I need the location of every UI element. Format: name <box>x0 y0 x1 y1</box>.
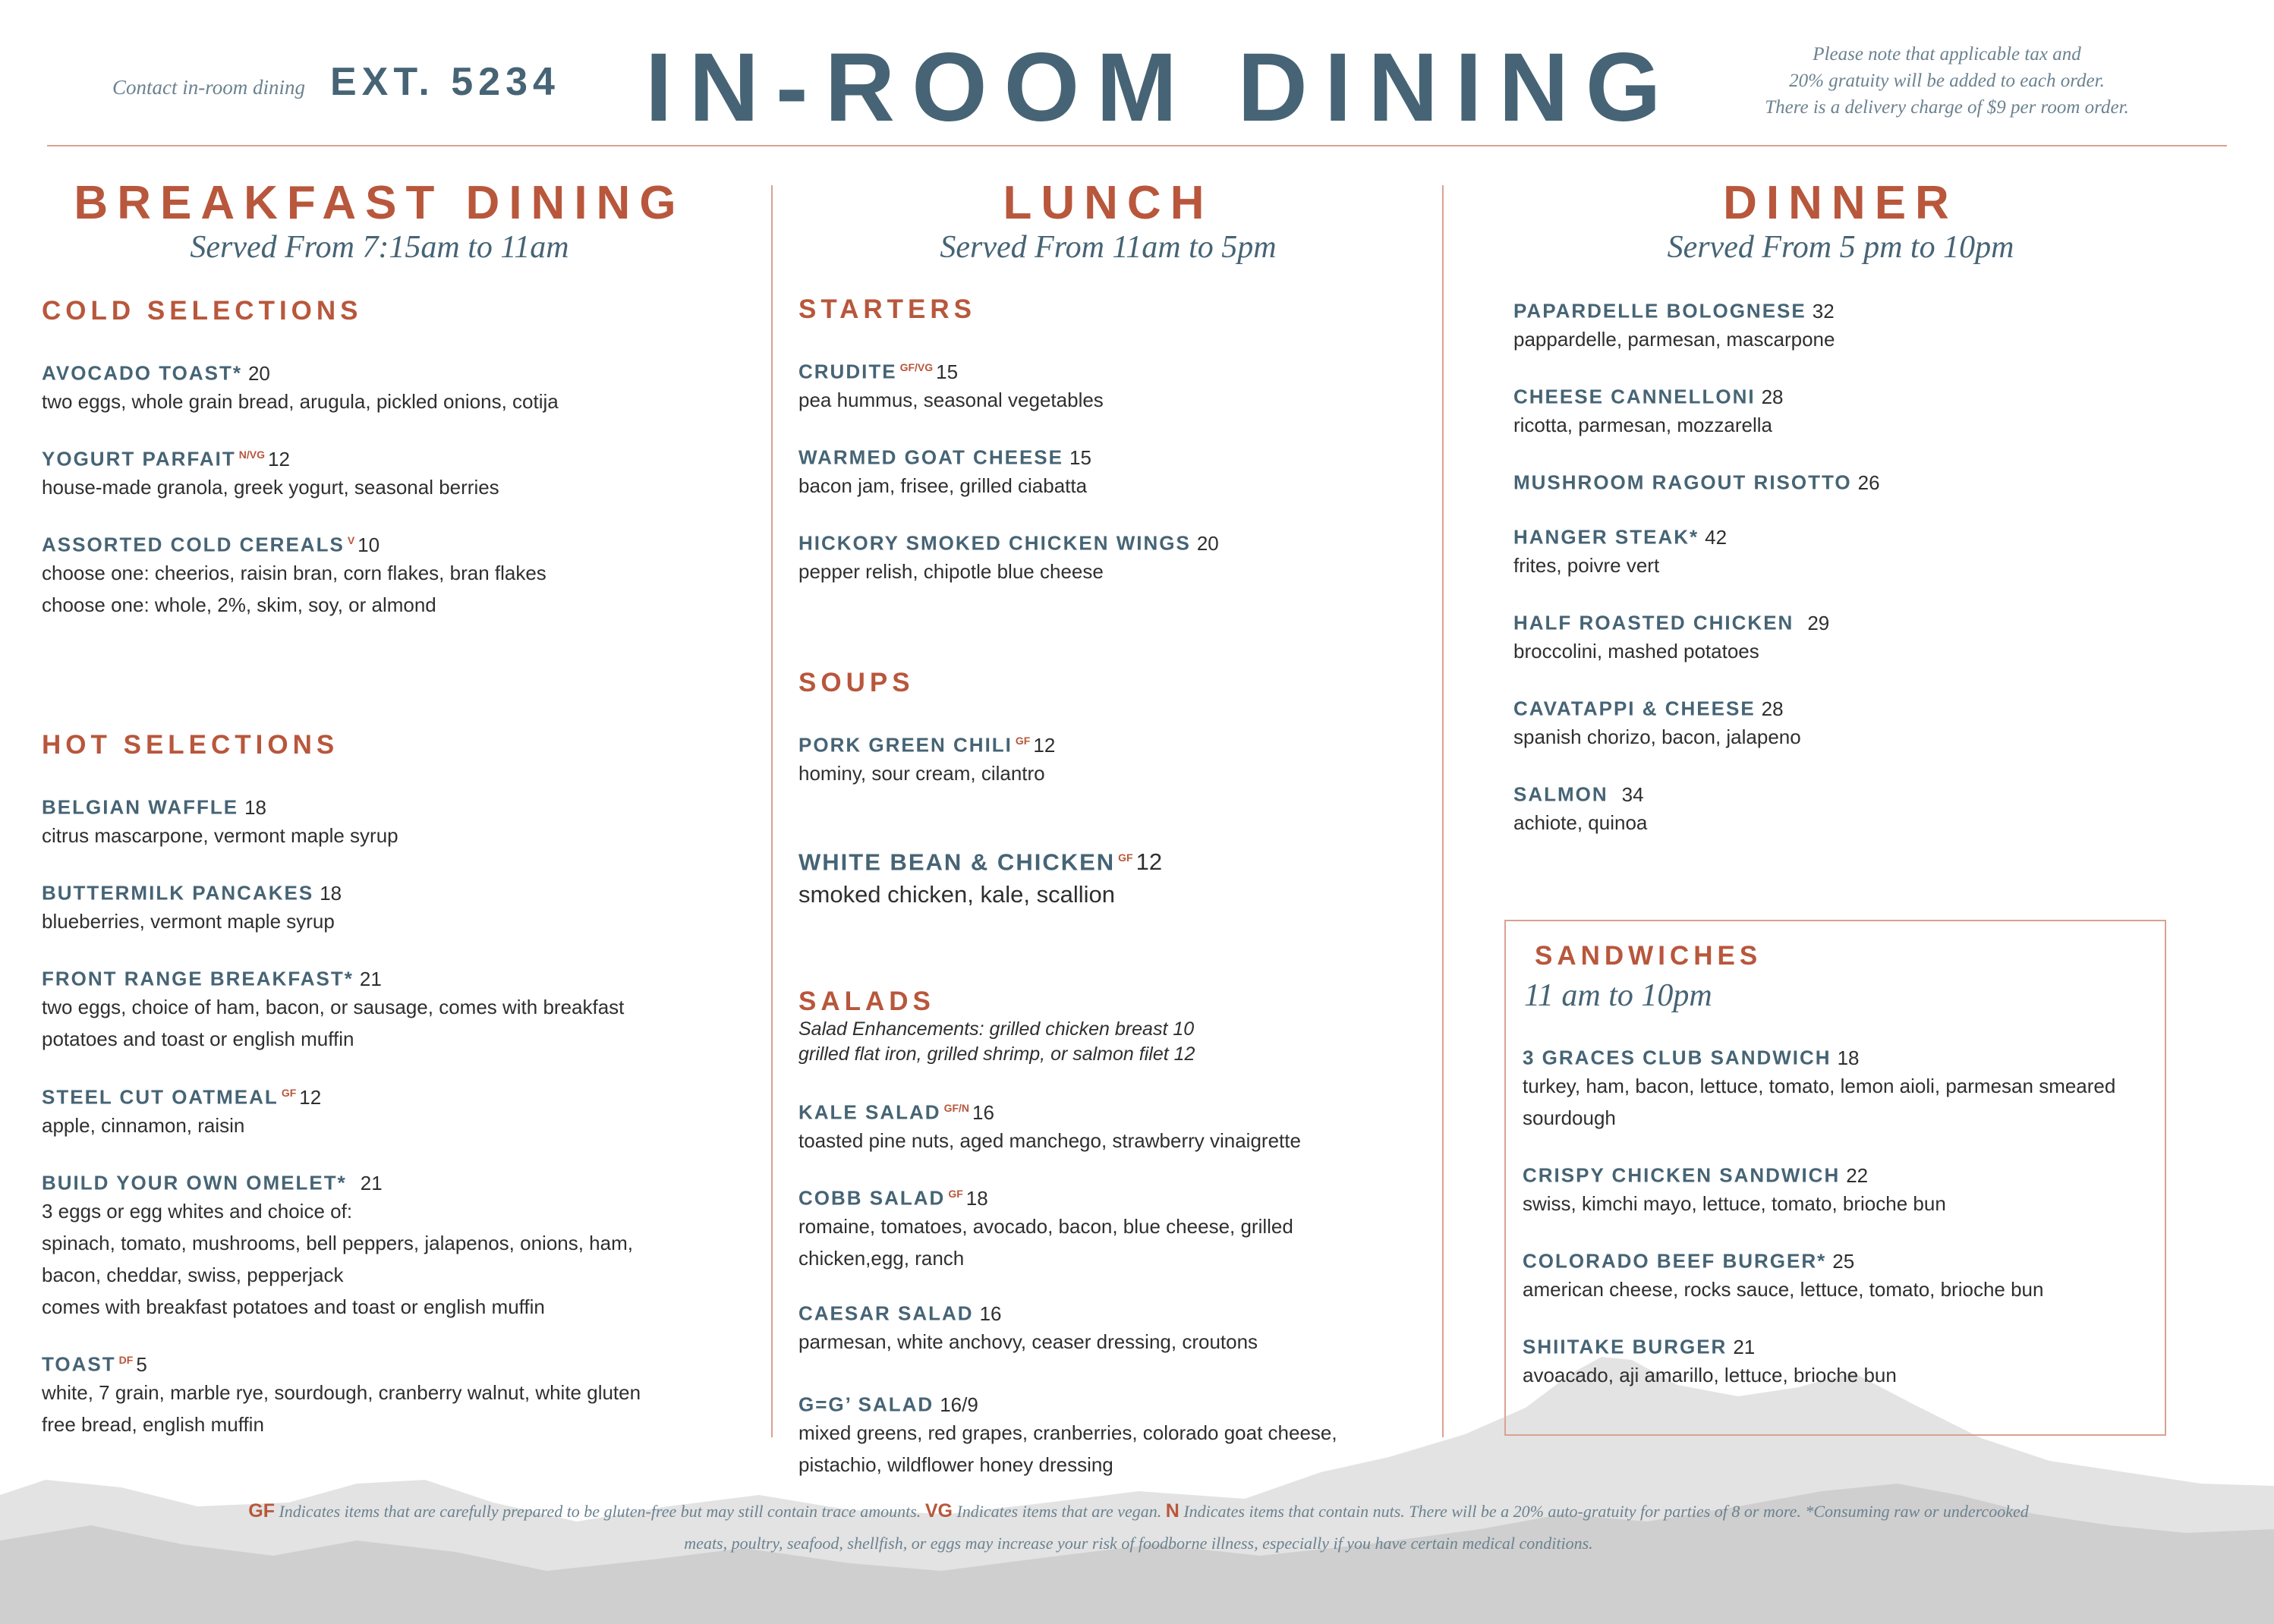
item-name: SALMON <box>1513 782 1608 806</box>
item-desc: spanish chorizo, bacon, jalapeno <box>1513 725 1801 748</box>
contact-label: Contact in-room dining <box>112 76 305 99</box>
item-desc: apple, cinnamon, raisin <box>42 1113 245 1137</box>
item-name: BUTTERMILK PANCAKES <box>42 881 314 905</box>
vg-key: VG <box>924 1500 953 1522</box>
item-desc: choose one: whole, 2%, skim, soy, or almond <box>42 593 436 616</box>
item-name: CRUDITE <box>798 360 897 383</box>
item-price: 32 <box>1812 299 1835 323</box>
item-name: WARMED GOAT CHEESE <box>798 445 1063 469</box>
item-price: 12 <box>1033 733 1056 757</box>
menu-item[interactable] <box>42 357 559 417</box>
starters-heading: STARTERS <box>798 294 977 324</box>
item-desc: ricotta, parmesan, mozzarella <box>1513 413 1773 436</box>
item-desc: white, 7 grain, marble rye, sourdough, cranberry walnut, white gluten <box>42 1380 641 1404</box>
item-price: 16 <box>972 1100 994 1124</box>
menu-item[interactable] <box>1523 1330 1897 1391</box>
item-desc: mixed greens, red grapes, cranberries, colorado goat cheese, <box>798 1421 1337 1444</box>
gf-key: GF <box>248 1500 275 1522</box>
item-price: 12 <box>267 447 290 471</box>
menu-item[interactable] <box>798 729 1055 789</box>
item-tag: GF/VG <box>899 361 934 373</box>
item-price: 42 <box>1705 525 1728 549</box>
item-desc: pappardelle, parmesan, mascarpone <box>1513 327 1835 351</box>
tax-note-line: 20% gratuity will be added to each order. <box>1789 71 2105 91</box>
item-price: 21 <box>360 1171 383 1194</box>
item-name: HALF ROASTED CHICKEN <box>1513 611 1794 634</box>
item-desc: smoked chicken, kale, scallion <box>798 881 1115 908</box>
page-title: IN-ROOM DINING <box>645 33 1678 142</box>
item-desc: toasted pine nuts, aged manchego, strawberry vinaigrette <box>798 1128 1301 1152</box>
item-desc: achiote, quinoa <box>1513 810 1648 834</box>
item-name: PAPARDELLE BOLOGNESE <box>1513 299 1806 323</box>
menu-item[interactable] <box>798 527 1219 587</box>
item-desc: potatoes and toast or english muffin <box>42 1027 354 1050</box>
breakfast-hours: Served From 7:15am to 11am <box>190 230 569 265</box>
item-desc: house-made granola, greek yogurt, seasonal berries <box>42 475 499 499</box>
item-price: 25 <box>1832 1249 1855 1273</box>
breakfast-title: BREAKFAST DINING <box>74 177 685 229</box>
menu-item[interactable] <box>798 1388 1337 1481</box>
item-desc: bacon, cheddar, swiss, pepperjack <box>42 1263 344 1286</box>
item-name: CRISPY CHICKEN SANDWICH <box>1523 1163 1841 1187</box>
menu-item[interactable] <box>798 1297 1258 1358</box>
sandwiches-hours: 11 am to 10pm <box>1524 978 1712 1013</box>
item-name: COLORADO BEEF BURGER* <box>1523 1249 1827 1273</box>
n-text: Indicates items that contain nuts. There will be a 20% auto-gratuity for parties of 8 or more. *Consuming raw or undercooked <box>1183 1502 2029 1521</box>
item-tag: DF <box>118 1354 134 1366</box>
menu-item[interactable] <box>1513 778 1647 839</box>
item-desc: pistachio, wildflower honey dressing <box>798 1452 1113 1476</box>
item-desc: blueberries, vermont maple syrup <box>42 909 335 933</box>
allergen-footer <box>137 1495 2140 1559</box>
item-desc: broccolini, mashed potatoes <box>1513 639 1759 663</box>
item-desc: choose one: cheerios, raisin bran, corn flakes, bran flakes <box>42 561 546 584</box>
item-desc: sourdough <box>1523 1106 1616 1129</box>
sandwiches-heading: SANDWICHES <box>1535 941 1762 971</box>
item-price: 34 <box>1621 782 1644 806</box>
gf-text: Indicates items that are carefully prepared to be gluten-free but may still contain trace amounts. <box>279 1502 921 1521</box>
item-price: 20 <box>247 361 270 385</box>
menu-item[interactable] <box>798 441 1091 502</box>
item-name: KALE SALAD <box>798 1100 941 1124</box>
menu-item[interactable] <box>1523 1159 1946 1220</box>
item-name: CHEESE CANNELLONI <box>1513 385 1756 408</box>
item-price: 18 <box>965 1186 988 1210</box>
footer-line-1 <box>137 1495 2140 1528</box>
item-tag: GF <box>1118 851 1133 864</box>
item-desc: spinach, tomato, mushrooms, bell peppers, jalapenos, onions, ham, <box>42 1231 633 1254</box>
item-desc: citrus mascarpone, vermont maple syrup <box>42 823 398 847</box>
menu-item[interactable] <box>42 1166 633 1323</box>
item-price: 29 <box>1807 611 1830 634</box>
item-name: CAVATAPPI & CHEESE <box>1513 697 1756 720</box>
lunch-hours: Served From 11am to 5pm <box>940 230 1277 265</box>
item-tag: V <box>347 534 355 546</box>
item-desc: turkey, ham, bacon, lettuce, tomato, lemon aioli, parmesan smeared <box>1523 1074 2116 1097</box>
n-key: N <box>1165 1500 1180 1522</box>
item-desc: avoacado, aji amarillo, lettuce, brioche bun <box>1523 1363 1897 1386</box>
hot-selections-heading: HOT SELECTIONS <box>42 730 339 760</box>
item-tag: N/VG <box>238 448 265 461</box>
soups-heading: SOUPS <box>798 668 915 697</box>
item-price: 15 <box>1069 445 1091 469</box>
item-desc: swiss, kimchi mayo, lettuce, tomato, brioche bun <box>1523 1191 1946 1215</box>
column-divider <box>1442 185 1444 1437</box>
item-desc: two eggs, choice of ham, bacon, or sausage, comes with breakfast <box>42 995 625 1018</box>
item-price: 16 <box>979 1301 1002 1325</box>
item-desc: frites, poivre vert <box>1513 553 1660 577</box>
menu-item[interactable] <box>798 842 1162 912</box>
item-name: COBB SALAD <box>798 1186 946 1210</box>
item-name: 3 GRACES CLUB SANDWICH <box>1523 1046 1831 1069</box>
item-desc: hominy, sour cream, cilantro <box>798 761 1045 785</box>
cold-selections-heading: COLD SELECTIONS <box>42 296 363 326</box>
dinner-hours: Served From 5 pm to 10pm <box>1667 230 2014 265</box>
item-name: TOAST <box>42 1352 116 1376</box>
item-desc: comes with breakfast potatoes and toast or english muffin <box>42 1295 545 1318</box>
item-name: PORK GREEN CHILI <box>798 733 1013 757</box>
item-name: FRONT RANGE BREAKFAST* <box>42 967 354 990</box>
menu-item[interactable] <box>42 442 499 503</box>
item-price: 21 <box>359 967 382 990</box>
item-price: 28 <box>1761 385 1784 408</box>
tax-note-line: Please note that applicable tax and <box>1813 44 2081 65</box>
item-price: 18 <box>244 795 267 819</box>
item-name: SHIITAKE BURGER <box>1523 1335 1728 1358</box>
item-desc: two eggs, whole grain bread, arugula, pickled onions, cotija <box>42 389 559 413</box>
item-name: HICKORY SMOKED CHICKEN WINGS <box>798 531 1191 555</box>
item-name: BELGIAN WAFFLE <box>42 795 239 819</box>
item-price: 20 <box>1196 531 1219 555</box>
item-desc: american cheese, rocks sauce, lettuce, tomato, brioche bun <box>1523 1277 2044 1301</box>
item-desc: pea hummus, seasonal vegetables <box>798 388 1104 411</box>
menu-item[interactable] <box>1523 1041 2115 1134</box>
phone-extension[interactable]: EXT. 5234 <box>330 60 560 104</box>
item-price: 5 <box>136 1352 147 1376</box>
item-tag: GF <box>1015 735 1031 747</box>
menu-item[interactable] <box>798 1182 1293 1274</box>
menu-item[interactable] <box>42 791 398 851</box>
menu-item[interactable] <box>1523 1245 2043 1305</box>
item-desc: free bread, english muffin <box>42 1412 264 1436</box>
item-tag: GF <box>281 1087 297 1099</box>
menu-item[interactable] <box>42 1081 321 1141</box>
menu-item[interactable] <box>42 528 546 621</box>
item-price: 10 <box>357 533 380 556</box>
menu-item[interactable] <box>1513 466 1880 495</box>
enhancement-line: grilled flat iron, grilled shrimp, or salmon filet 12 <box>798 1043 1195 1065</box>
salad-enhancements <box>798 1017 1195 1067</box>
item-desc: romaine, tomatoes, avocado, bacon, blue cheese, grilled <box>798 1214 1293 1238</box>
item-price: 18 <box>320 881 342 905</box>
tax-gratuity-note <box>1700 41 2194 121</box>
item-tag: GF <box>948 1188 963 1200</box>
item-name: ASSORTED COLD CEREALS <box>42 533 345 556</box>
vg-text: Indicates items that are vegan. <box>956 1502 1162 1521</box>
salads-heading: SALADS <box>798 987 935 1016</box>
dinner-title: DINNER <box>1723 177 1958 229</box>
item-price: 21 <box>1733 1335 1756 1358</box>
header-divider <box>47 145 2227 146</box>
item-desc: pepper relish, chipotle blue cheese <box>798 559 1104 583</box>
menu-item[interactable] <box>1513 606 1829 667</box>
item-name: AVOCADO TOAST* <box>42 361 242 385</box>
item-price: 26 <box>1857 471 1880 494</box>
item-name: STEEL CUT OATMEAL <box>42 1085 279 1109</box>
menu-item[interactable] <box>1513 521 1727 581</box>
item-name: WHITE BEAN & CHICKEN <box>798 848 1116 876</box>
menu-item[interactable] <box>42 962 624 1055</box>
footer-line-2: meats, poultry, seafood, shellfish, or eggs may increase your risk of foodborne illness, especially if you have certain medical conditions. <box>684 1534 1593 1553</box>
item-price: 16/9 <box>940 1393 978 1416</box>
item-price: 12 <box>1135 848 1163 876</box>
tax-note-line: There is a delivery charge of $9 per room order. <box>1765 97 2129 118</box>
menu-item[interactable] <box>798 355 1104 416</box>
item-name: MUSHROOM RAGOUT RISOTTO <box>1513 471 1852 494</box>
menu-item[interactable] <box>1513 380 1784 441</box>
item-desc: chicken,egg, ranch <box>798 1246 965 1270</box>
item-tag: GF/N <box>943 1102 970 1114</box>
item-price: 22 <box>1846 1163 1869 1187</box>
item-desc: 3 eggs or egg whites and choice of: <box>42 1199 353 1223</box>
item-name: CAESAR SALAD <box>798 1301 974 1325</box>
menu-item[interactable] <box>42 1348 641 1440</box>
item-desc: parmesan, white anchovy, ceaser dressing, croutons <box>798 1330 1258 1353</box>
item-price: 18 <box>1837 1046 1860 1069</box>
menu-item[interactable] <box>798 1096 1301 1157</box>
menu-item[interactable] <box>42 877 342 937</box>
enhancement-line: Salad Enhancements: grilled chicken breast 10 <box>798 1018 1195 1040</box>
item-price: 12 <box>299 1085 322 1109</box>
item-name: G=G’ SALAD <box>798 1393 934 1416</box>
item-name: YOGURT PARFAIT <box>42 447 236 471</box>
column-divider <box>771 185 773 1437</box>
item-price: 28 <box>1761 697 1784 720</box>
menu-item[interactable] <box>1513 692 1801 753</box>
item-desc: bacon jam, frisee, grilled ciabatta <box>798 474 1088 497</box>
menu-item[interactable] <box>1513 294 1835 355</box>
item-price: 15 <box>936 360 959 383</box>
lunch-title: LUNCH <box>1003 177 1214 229</box>
item-name: HANGER STEAK* <box>1513 525 1699 549</box>
item-name: BUILD YOUR OWN OMELET* <box>42 1171 347 1194</box>
